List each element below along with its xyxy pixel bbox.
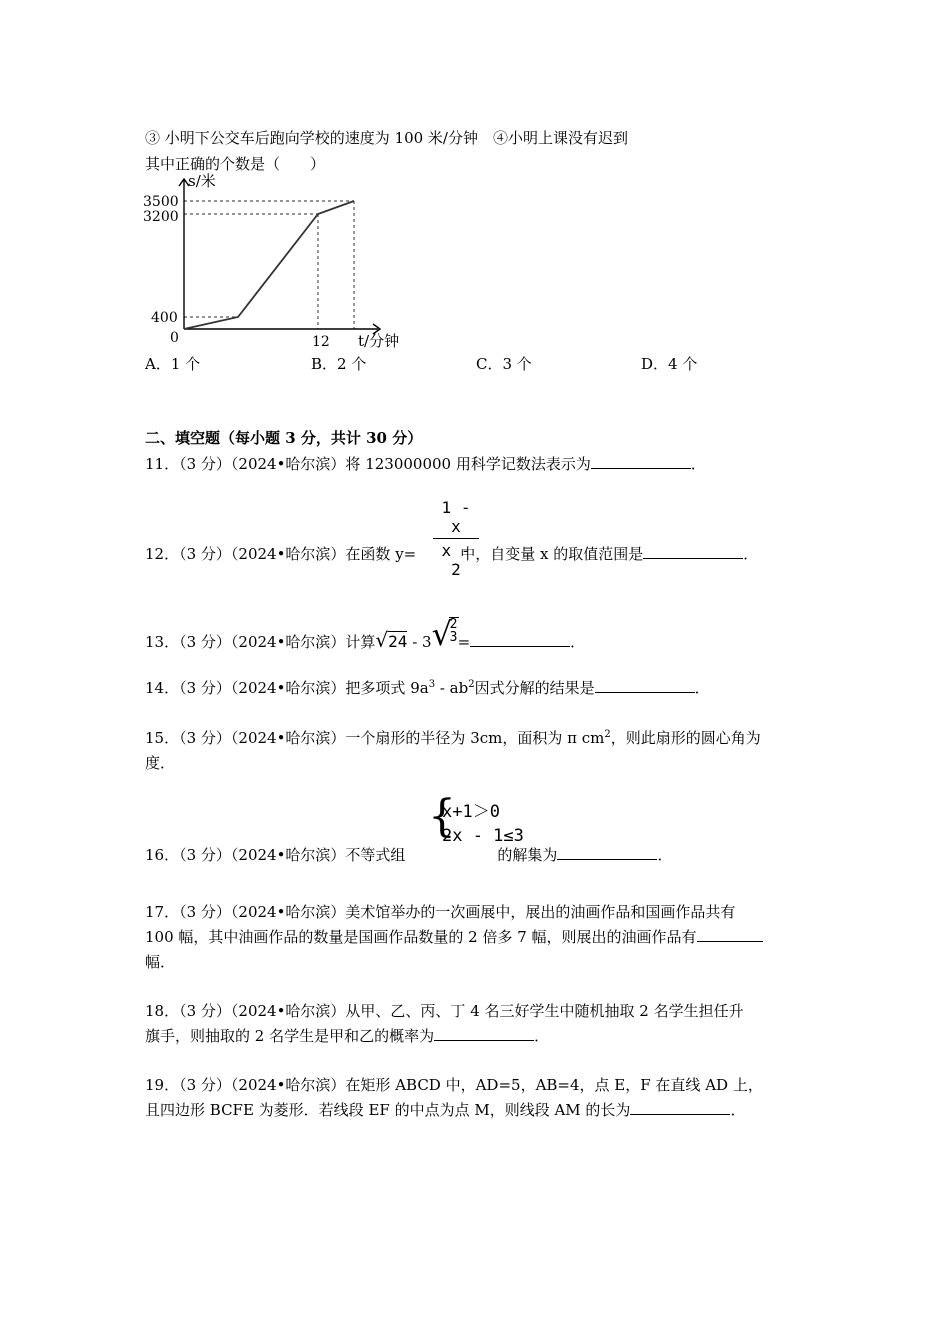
q12-blank xyxy=(643,557,743,559)
question-12 xyxy=(145,543,758,564)
q15-rest: ，则此扇形的圆心角为 xyxy=(610,729,761,747)
distance-time-graph xyxy=(140,172,420,352)
q12-text: 12．（3 分）（2024•哈尔滨）在函数 y= xyxy=(145,545,417,563)
y-tick-400: 400 xyxy=(151,310,178,326)
q17-blank xyxy=(697,940,763,942)
q12-suffix: ． xyxy=(743,545,759,563)
q14-mid: - ab xyxy=(435,679,469,697)
question-17 xyxy=(145,926,763,947)
guide-lines xyxy=(184,201,354,329)
question-11 xyxy=(145,453,706,474)
q18-line2: 旗手，则抽取的 2 名学生是甲和乙的概率为 xyxy=(145,1027,435,1045)
q19-suffix: ． xyxy=(730,1101,746,1119)
q14-exp2: 2 xyxy=(468,679,475,690)
q15-line2: 度． xyxy=(145,754,176,772)
q12-denominator: x - 2 xyxy=(441,541,471,579)
y-tick-0: 0 xyxy=(170,330,179,346)
option-c: C．3 个 xyxy=(476,355,532,373)
q17-line3: 幅． xyxy=(145,953,176,971)
q13-blank xyxy=(470,645,570,647)
q16-system: { x+1＞0 2x - 1≤3 xyxy=(428,791,524,846)
q16-ineq2: 2x - 1≤3 xyxy=(442,826,524,846)
q14-text: 14．（3 分）（2024•哈尔滨）把多项式 9a xyxy=(145,679,429,697)
q16-middle: 的解集为 xyxy=(497,846,558,864)
question-14 xyxy=(145,677,710,698)
q13-text: 13．（3 分）（2024•哈尔滨）计算 xyxy=(145,633,376,651)
distance-line xyxy=(184,201,354,329)
q19-line2: 且四边形 BCFE 为菱形．若线段 EF 的中点为点 M，则线段 AM 的长为 xyxy=(145,1101,631,1119)
q12-numerator: 1 - x xyxy=(441,498,471,536)
q16-ineq1: x+1＞0 xyxy=(442,802,500,822)
q13-frac-den: 3 xyxy=(449,630,458,645)
question-18 xyxy=(145,1025,549,1046)
q11-blank xyxy=(591,467,691,469)
question-line: 其中正确的个数是（ ） xyxy=(145,155,326,173)
question-13: 13．（3 分）（2024•哈尔滨）计算√24 - 3 √ 2 3 = ． xyxy=(145,615,586,653)
q12-middle: 中，自变量 x 的取值范围是 xyxy=(460,545,644,563)
q18-suffix: ． xyxy=(534,1027,550,1045)
q19-line1: 19．（3 分）（2024•哈尔滨）在矩形 ABCD 中，AD=5，AB=4，点 E，F 在直线 AD 上， xyxy=(145,1076,763,1094)
y-tick-3200: 3200 xyxy=(143,209,179,225)
q15-text: 15．（3 分）（2024•哈尔滨）一个扇形的半径为 3cm，面积为 π cm xyxy=(145,729,605,747)
x-tick-12: 12 xyxy=(312,334,330,350)
q17-line2: 100 幅，其中油画作品的数量是国画作品数量的 2 倍多 7 幅，则展出的油画作品有 xyxy=(145,928,697,946)
q16-suffix: ． xyxy=(657,846,673,864)
q16-text: 16．（3 分）（2024•哈尔滨）不等式组 xyxy=(145,846,406,864)
q14-exp1: 3 xyxy=(428,679,436,690)
q15-exp: 2 xyxy=(604,729,611,740)
question-19 xyxy=(145,1099,745,1120)
option-d: D．4 个 xyxy=(641,355,698,373)
q13-suffix: ． xyxy=(570,633,586,651)
q17-line1: 17．（3 分）（2024•哈尔滨）美术馆举办的一次画展中，展出的油画作品和国画作品共有 xyxy=(145,903,736,921)
q19-blank xyxy=(630,1113,730,1115)
y-tick-3500: 3500 xyxy=(143,194,179,210)
q12-fraction xyxy=(433,498,479,579)
section-title: 二、填空题（每小题 3 分，共计 30 分） xyxy=(145,429,423,447)
option-a: A．1 个 xyxy=(145,355,201,373)
q13-radicand1: 24 xyxy=(388,632,408,651)
q11-suffix: ． xyxy=(690,455,706,473)
statement-line: ③ 小明下公交车后跑向学校的速度为 100 米/分钟 ④小明上课没有迟到 xyxy=(145,129,628,147)
q13-frac-num: 2 xyxy=(449,617,458,632)
q14-rest: 因式分解的结果是 xyxy=(474,679,595,697)
q14-blank xyxy=(595,691,695,693)
q18-line1: 18．（3 分）（2024•哈尔滨）从甲、乙、丙、丁 4 名三好学生中随机抽取 2 名学生担任升 xyxy=(145,1002,744,1020)
q11-text: 11．（3 分）（2024•哈尔滨）将 123000000 用科学记数法表示为 xyxy=(145,455,591,473)
question-16 xyxy=(145,844,672,865)
q16-blank xyxy=(557,858,657,860)
x-axis-label: t/分钟 xyxy=(358,332,400,350)
q18-blank xyxy=(434,1039,534,1041)
q13-eq: = xyxy=(457,633,471,651)
question-15 xyxy=(145,727,761,748)
q13-sqrt24: √24 xyxy=(375,628,408,652)
option-b: B．2 个 xyxy=(311,355,367,373)
q13-minus: - 3 xyxy=(407,633,432,651)
q14-suffix: ． xyxy=(694,679,710,697)
y-axis-label: s/米 xyxy=(188,172,216,190)
